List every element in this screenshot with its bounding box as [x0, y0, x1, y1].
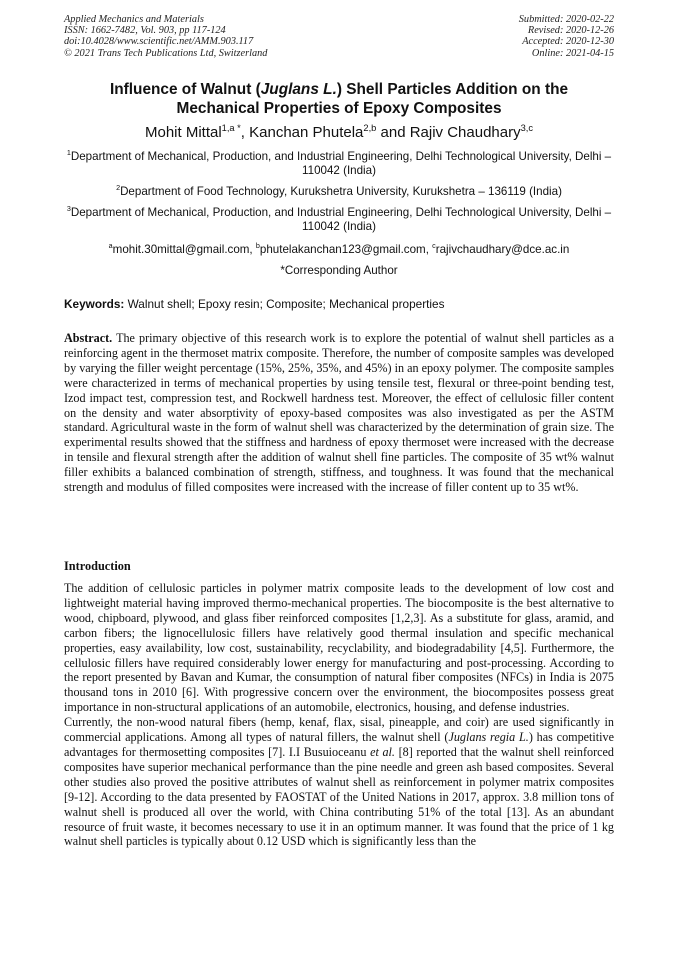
author-name: Kanchan Phutela: [249, 124, 364, 141]
paper-title: Influence of Walnut (Juglans L.) Shell Particles Addition on the Mechanical Properties of Epoxy Composites: [109, 81, 569, 117]
intro-paragraph-1: The addition of cellulosic particles in polymer matrix composite leads to the development of low cost and lightweight material having improved thermo-mechanical properties. The biocomposite is the best alternative to wood, chipboard, plywood, and glass fiber reinforced composites [1,2,3]. As a substitute for glass, aramid, and carbon fibers; the lignocellulosic fillers have relatively good thermal insulation and specific mechanical properties, easy availability, low cost, sustainability, recyclability, and biodegradability [4,5]. Furthermore, the cellulosic fillers have required considerably lower energy for manufacturing and post-processing. According to the report presented by Bavan and Kumar, the consumption of natural fiber composites (NFCs) in India is 2075 thousand tons in 2010 [6]. With progressive concern over the environment, the biocomposites possess great importance in non-structural applications of an automobile, electronics, housing, and defense industries.: [64, 581, 614, 715]
section-heading-introduction: Introduction: [64, 559, 131, 573]
accepted-date: Accepted: 2020-12-30: [522, 36, 614, 48]
submitted-date: Submitted: 2020-02-22: [518, 14, 614, 25]
keywords-label: Keywords:: [64, 297, 125, 311]
revised-date: Revised: 2020-12-26: [527, 25, 614, 37]
email-link: phutelakanchan123@gmail.com,: [259, 243, 433, 256]
corresponding-author-note: *Corresponding Author: [280, 264, 398, 277]
journal-name: Applied Mechanics and Materials: [64, 14, 204, 25]
journal-issn: ISSN: 1662-7482, Vol. 903, pp 117-124: [64, 25, 226, 37]
keywords: [64, 297, 614, 311]
online-date: Online: 2021-04-15: [531, 47, 614, 59]
keywords-text: Walnut shell; Epoxy resin; Composite; Mechanical properties: [124, 297, 445, 311]
journal-copyright: © 2021 Trans Tech Publications Ltd, Switzerland: [64, 47, 268, 59]
submission-dates: [519, 14, 614, 59]
affiliation-2: $^2$Department of Food Technology, Kurukshetra University, Kurukshetra – 136119 (India): [116, 183, 562, 198]
abstract: [64, 331, 614, 495]
abstract-text: The primary objective of this research work is to explore the potential of walnut shell particles as a reinforcing agent in the thermoset matrix composite. Therefore, the number of composite samples was developed by varying the filler weight percentage (15%, 25%, 35%, and 45%) in an epoxy polymer. The composite samples were characterized in terms of mechanical properties by using tensile test, flexural or three-point bending test, Izod impact test, compression test, and Rockwell hardness test. Moreover, the effect of cellulosic filler content on the density and water absorptivity of epoxy-based composites was also investigated as per the ASTM standard. Agricultural waste in the form of walnut shell was characterized by the determination of grain size. The experimental results showed that the stiffness and hardness of epoxy thermoset were increased with the decrease in tensile and flexural strength after the addition of walnut shell fine particles. The composite of 35 wt% walnut filler exhibits a balanced combination of strength, stiffness, and toughness. It was found that the mechanical strength and modulus of filled composites were increased with the increase of filler content up to 35 wt%.: [64, 331, 614, 495]
abstract-label: Abstract.: [64, 331, 113, 345]
journal-doi: doi:10.4028/www.scientific.net/AMM.903.117: [64, 36, 254, 48]
affiliation-3: $^3$Department of Mechanical, Production, and Industrial Engineering, Delhi Technological University, Delhi – 110042 (India): [66, 204, 612, 233]
affiliation-1: $^1$Department of Mechanical, Production, and Industrial Engineering, Delhi Technological University, Delhi – 110042 (India): [66, 148, 612, 177]
author-emails: $^a$mohit.30mittal@gmail.com, $^b$phutelakanchan123@gmail.com, $^c$rajivchaudhary@dce.ac.in: [108, 241, 570, 256]
introduction-body: [64, 581, 614, 849]
title-species-name: Juglans L.: [260, 81, 337, 98]
email-link: mohit.30mittal@gmail.com,: [112, 243, 256, 256]
intro-paragraph-2: Currently, the non-wood natural fibers (hemp, kenaf, flax, sisal, pineapple, and coir) are used significantly in commercial applications. Among all types of natural fillers, the walnut shell (Juglans regia L.) has competitive advantages for thermosetting composites [7]. I.I Busuioceanu et al. [8] reported that the walnut shell reinforced composites have superior mechanical performance than the pine needle and green ash based composites. Several other studies also proved the positive attributes of walnut shell as reinforcement in polymer matrix composites [9-12]. According to the data presented by FAOSTAT of the United Nations in 2017, approx. 3.8 million tons of walnut shell is produced all over the world, with China contributing 51% of the total [13]. As an abundant resource of fruit waste, it becomes necessary to use it in an optimum manner. It was found that the price of 1 kg walnut shell particles is typically about 0.12 USD which is significantly less than the: [64, 715, 614, 849]
author-list: Mohit Mittal$^{1,a *}$, Kanchan Phutela$^{2,b}$ and Rajiv Chaudhary$^{3,c}$: [144, 123, 534, 141]
email-link: rajivchaudhary@dce.ac.in: [435, 243, 570, 256]
author-name: Mohit Mittal: [144, 124, 222, 141]
author-name: Rajiv Chaudhary: [409, 124, 521, 141]
journal-info: [64, 14, 267, 59]
